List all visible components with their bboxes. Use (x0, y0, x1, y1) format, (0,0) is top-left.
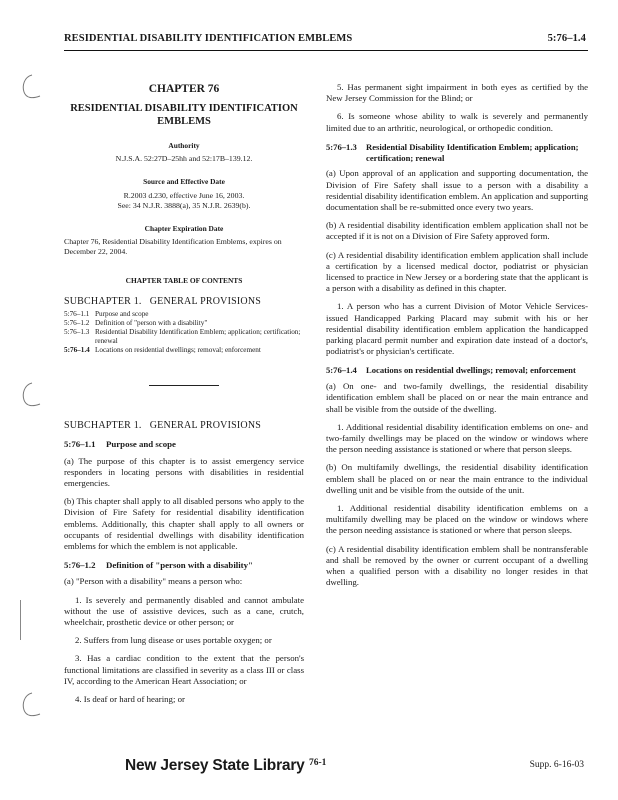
toc-item[interactable] (64, 346, 304, 355)
toc-item-number: 5:76–1.3 (64, 328, 90, 337)
paragraph: 5. Has permanent sight impairment in both eyes as certified by the New Jersey Commission for the Blind; or (326, 82, 588, 104)
left-column (64, 58, 304, 712)
header-title: RESIDENTIAL DISABILITY IDENTIFICATION EMBLEMS (64, 33, 353, 44)
toc-item[interactable] (64, 328, 304, 346)
source-text (64, 191, 304, 211)
toc-item-number: 5:76–1.1 (64, 310, 90, 319)
section-heading (64, 439, 304, 450)
toc-item-number: 5:76–1.4 (64, 346, 90, 355)
paragraph: (c) A residential disability identification emblem shall be nontransferable and shall be removed by the owner or current occupant of a dwelling when a qualified person with a disability no longer resides in that dwelling. (326, 543, 588, 588)
section-title: Purpose and scope (106, 439, 176, 450)
paragraph: (b) On multifamily dwellings, the residential disability identification emblem shall be placed on or near the main entrance to the individual dwelling unit and be visible from the outside of the unit. (326, 462, 588, 495)
paragraph: 1. A person who has a current Division of Motor Vehicle Services-issued Handicapped Parking Placard may submit with his or her residential disability identification emblem application the handicapped parking placard permit number and expiration date instead of a doctor's, podiatrist's or physician's certificate. (326, 301, 588, 357)
binding-line (20, 600, 21, 640)
paragraph: 3. Has a cardiac condition to the extent that the person's functional limitations are classified in severity as a class III or class IV, according to the American Heart Association; or (64, 653, 304, 686)
expiration-heading: Chapter Expiration Date (144, 223, 224, 233)
paragraph: 2. Suffers from lung disease or uses portable oxygen; or (75, 635, 272, 646)
section-number: 5:76–1.3 (326, 141, 357, 152)
toc-item-title: Locations on residential dwellings; removal; enforcement (95, 346, 261, 355)
right-column (326, 58, 588, 596)
paragraph: (a) On one- and two-family dwellings, the residential disability identification emblem shall be placed on or near the main entrance and shall be visible from the outside of the dwelling. (326, 381, 588, 414)
section-heading (326, 142, 588, 164)
paragraph: 1. Is severely and permanently disabled and cannot ambulate without the use of assistive devices, such as a cane, crutch, wheelchair, prosthetic device or other person; or (64, 594, 304, 628)
chapter-title: CHAPTER 76 (148, 83, 220, 95)
toc-item-number: 5:76–1.2 (64, 319, 90, 328)
punch-hole-mark (18, 690, 46, 720)
paragraph: (a) The purpose of this chapter is to assist emergency service responders in locating persons with disabilities in residential emergencies. (64, 455, 304, 489)
source-line: R.2003 d.230, effective June 16, 2003. (123, 190, 245, 200)
toc-item-title: Definition of "person with a disability" (95, 319, 208, 328)
table-of-contents (64, 310, 304, 355)
toc-item[interactable] (64, 310, 304, 319)
expiration-text: Chapter 76, Residential Disability Identification Emblems, expires on December 22, 2004. (64, 236, 282, 256)
header-section-range: 5:76–1.4 (547, 33, 586, 44)
paragraph: (b) A residential disability identification emblem application shall not be accepted if it is not on a Division of Fire Safety approved form. (326, 220, 588, 242)
paragraph: 1. Additional residential disability identification emblems on a multifamily dwelling may be placed on the window or windows where the person needing assistance is stationed or where that person sleeps. (326, 503, 588, 536)
toc-heading: CHAPTER TABLE OF CONTENTS (125, 275, 243, 285)
chapter-name: RESIDENTIAL DISABILITY IDENTIFICATION EMBLEMS (70, 103, 298, 127)
section-heading (64, 560, 304, 571)
section-title: Residential Disability Identification Emblem; application; certification; renewal (366, 141, 579, 163)
toc-item-title: Residential Disability Identification Emblem; application; certification; renewal (95, 328, 301, 346)
section-heading (326, 365, 588, 376)
section-number: 5:76–1.2 (64, 560, 96, 571)
paragraph: 4. Is deaf or hard of hearing; or (75, 694, 185, 705)
paragraph: 1. Additional residential disability identification emblems on one- and two-family dwellings may be placed on the window or windows where the person needing assistance is stationed or where that person sleeps. (326, 421, 588, 455)
source-heading: Source and Effective Date (143, 177, 225, 187)
section-divider (149, 385, 219, 386)
paragraph: 6. Is someone whose ability to walk is severely and permanently limited due to an arthritic, neurological, or orthopedic condition. (326, 111, 588, 133)
page-number: 76-1 (309, 758, 327, 768)
source-line: See: 34 N.J.R. 3888(a), 35 N.J.R. 2639(b). (117, 200, 251, 210)
section-title: Locations on residential dwellings; removal; enforcement (366, 365, 576, 376)
section-number: 5:76–1.4 (326, 365, 357, 376)
authority-heading: Authority (168, 141, 200, 151)
paragraph: (a) "Person with a disability" means a person who: (64, 576, 243, 587)
running-header (64, 30, 588, 51)
toc-item-title: Purpose and scope (95, 310, 149, 319)
toc-item[interactable] (64, 319, 304, 328)
paragraph: (b) This chapter shall apply to all disabled persons who apply to the Division of Fire Safety for residential disability identification emblems. Additionally, this chapter shall apply to all owners or occupants of residential dwellings with disability identification emblems for which the emblem is not applicable. (64, 496, 304, 552)
supplement-date: Supp. 6-16-03 (529, 760, 584, 770)
subchapter-heading: SUBCHAPTER 1. GENERAL PROVISIONS (64, 420, 262, 432)
section-title: Definition of "person with a disability" (106, 560, 253, 571)
punch-hole-mark (18, 72, 46, 102)
section-number: 5:76–1.1 (64, 439, 96, 450)
library-stamp: New Jersey State Library (125, 757, 305, 774)
punch-hole-mark (18, 380, 46, 410)
toc-subchapter: SUBCHAPTER 1. GENERAL PROVISIONS (64, 296, 262, 308)
paragraph: (a) Upon approval of an application and supporting documentation, the Division of Fire Safety shall issue to a person with a disability a residential disability identification emblem. An application and supporting documentation shall be re-submitted once every two years. (326, 168, 588, 213)
authority-text: N.J.S.A. 52:27D–25hh and 52:17B–139.12. (115, 154, 253, 164)
paragraph: (c) A residential disability identification emblem application shall include a certification by a licensed medical doctor, podiatrist or physician licensed to practice in New Jersey or a bordering state that the applicant is a person with a disability as defined in this chapter. (326, 249, 588, 294)
